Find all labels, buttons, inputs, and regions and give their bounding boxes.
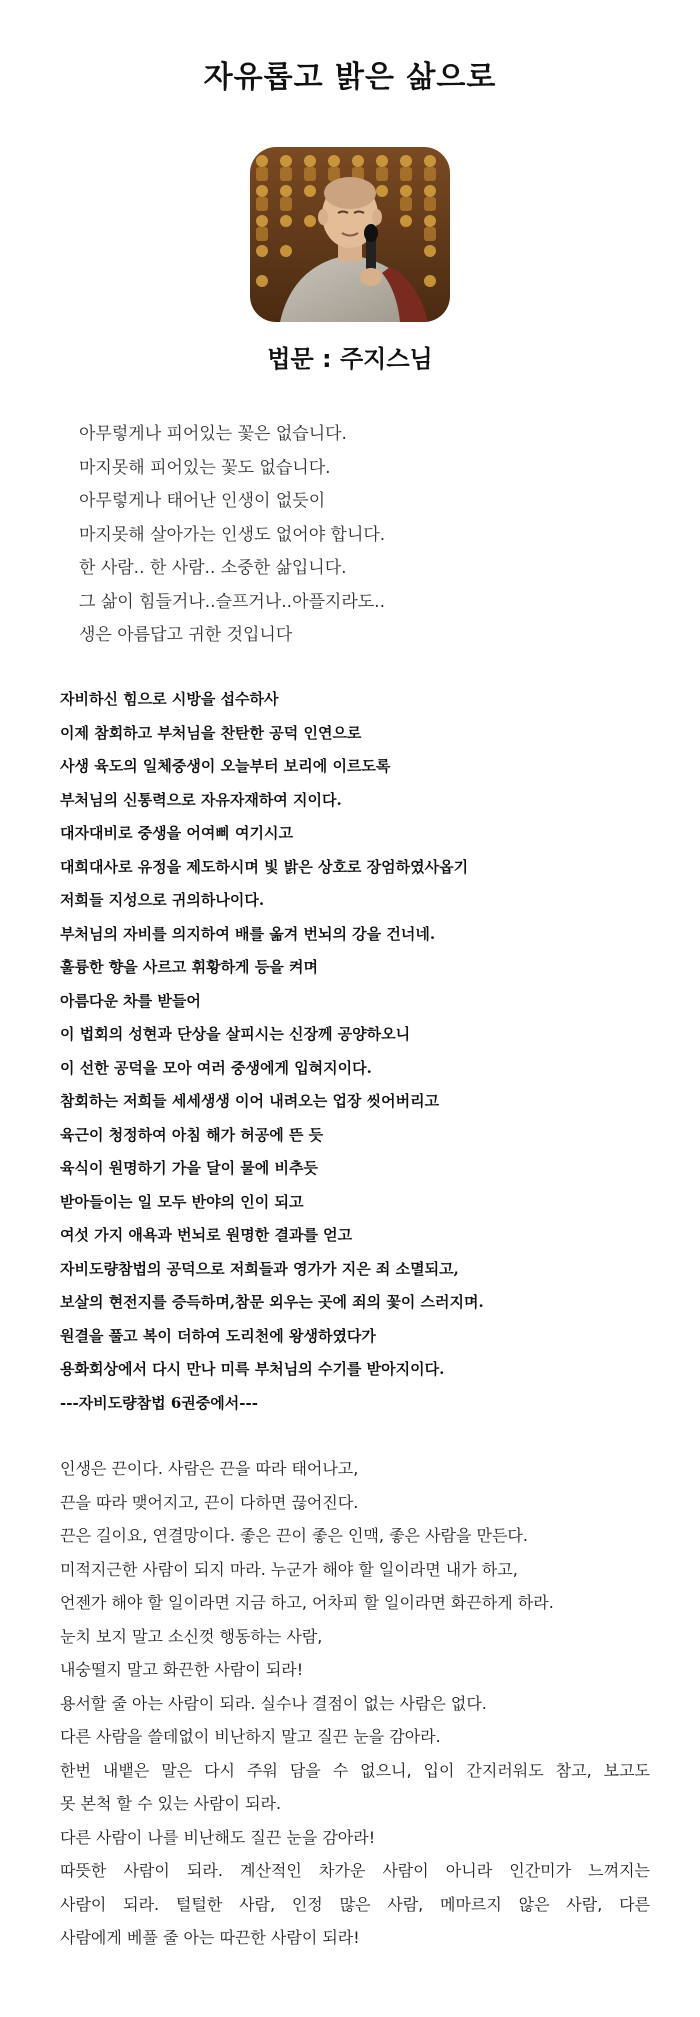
prayer-line: 아름다운 차를 받들어 bbox=[60, 991, 201, 1010]
prayer-line: 훌륭한 향을 사르고 휘황하게 등을 켜며 bbox=[60, 958, 318, 976]
essay-line: 따뜻한 사람이 되라. 계산적인 차가운 사람이 아니라 인간미가 느껴지는 bbox=[60, 1861, 650, 1880]
page-title: 자유롭고 밝은 삶으로 bbox=[203, 60, 497, 95]
essay-line: 다른 사람을 쓸데없이 비난하지 말고 질끈 눈을 감아라. bbox=[60, 1727, 441, 1746]
essay-block bbox=[60, 1452, 650, 1955]
poem-line: 한 사람.. 한 사람.. 소중한 삶입니다. bbox=[79, 558, 347, 578]
sermon-subtitle: 법문 : 주지스님 bbox=[267, 345, 433, 373]
essay-line: 끈은 길이요, 연결망이다. 좋은 끈이 좋은 인맥, 좋은 사람을 만든다. bbox=[60, 1526, 528, 1545]
poem-line: 생은 아름답고 귀한 것입니다 bbox=[79, 625, 293, 645]
prayer-line: 용화회상에서 다시 만나 미륵 부처님의 수기를 받아지이다. bbox=[60, 1360, 445, 1378]
essay-line: 미적지근한 사람이 되지 마라. 누군가 해야 할 일이라면 내가 하고, bbox=[60, 1559, 518, 1579]
prayer-line: 보살의 현전지를 증득하며,참문 외우는 곳에 죄의 꽃이 스러지며. bbox=[60, 1293, 484, 1311]
poem-line: 마지못해 살아가는 인생도 없어야 합니다. bbox=[79, 524, 386, 545]
prayer-line: 원결을 풀고 복이 더하여 도리천에 왕생하였다가 bbox=[60, 1326, 376, 1345]
essay-line: 사람이 되라. 털털한 사람, 인정 많은 사람, 메마르지 않은 사람, 다른 bbox=[60, 1894, 650, 1914]
poem-block bbox=[79, 418, 385, 653]
essay-line: 한번 내뱉은 말은 다시 주워 담을 수 없으니, 입이 간지러워도 참고, 보고도 bbox=[60, 1760, 650, 1780]
essay-line: 내숭떨지 말고 화끈한 사람이 되라! bbox=[60, 1660, 304, 1679]
prayer-source-line: ---자비도량참법 6권중에서--- bbox=[60, 1393, 258, 1412]
monk-portrait-image bbox=[250, 147, 450, 322]
prayer-line: 이 법회의 성현과 단상을 살피시는 신장께 공양하오니 bbox=[60, 1025, 411, 1043]
prayer-line: 부처님의 자비를 의지하여 배를 옮겨 번뇌의 강을 건너네. bbox=[60, 924, 436, 943]
prayer-line: 이제 참회하고 부처님을 찬탄한 공덕 인연으로 bbox=[60, 723, 362, 742]
prayer-line: 참회하는 저희들 세세생생 이어 내려오는 업장 씻어버리고 bbox=[60, 1092, 440, 1110]
prayer-line: 여섯 가지 애욕과 번뇌로 원명한 결과를 얻고 bbox=[60, 1226, 353, 1244]
prayer-line: 부처님의 신통력으로 자유자재하여 지이다. bbox=[60, 790, 342, 809]
essay-line: 인생은 끈이다. 사람은 끈을 따라 태어나고, bbox=[60, 1459, 359, 1478]
essay-line: 언젠가 해야 할 일이라면 지금 하고, 어차피 할 일이라면 화끈하게 하라. bbox=[60, 1593, 554, 1612]
essay-line: 눈치 보지 말고 소신껏 행동하는 사람, bbox=[60, 1626, 323, 1646]
prayer-line: 받아들이는 일 모두 반야의 인이 되고 bbox=[60, 1192, 304, 1211]
prayer-line: 자비도량참법의 공덕으로 저희들과 영가가 지은 죄 소멸되고, bbox=[60, 1259, 459, 1278]
prayer-line: 저희들 지성으로 귀의하나이다. bbox=[60, 891, 265, 909]
prayer-line: 이 선한 공덕을 모아 여러 중생에게 입혀지이다. bbox=[60, 1058, 372, 1077]
prayer-line: 자비하신 힘으로 시방을 섭수하사 bbox=[60, 690, 279, 708]
essay-line: 사람에게 베풀 줄 아는 따끈한 사람이 되라! bbox=[60, 1928, 360, 1947]
essay-line: 끈을 따라 맺어지고, 끈이 다하면 끊어진다. bbox=[60, 1492, 359, 1512]
poem-line: 마지못해 피어있는 꽃도 없습니다. bbox=[79, 457, 331, 478]
essay-line: 다른 사람이 나를 비난해도 질끈 눈을 감아라! bbox=[60, 1827, 376, 1847]
prayer-block bbox=[60, 683, 484, 1420]
prayer-line: 육근이 청정하여 아침 해가 허공에 뜬 듯 bbox=[60, 1125, 324, 1144]
essay-line: 용서할 줄 아는 사람이 되라. 실수나 결점이 없는 사람은 없다. bbox=[60, 1693, 487, 1713]
poem-line: 아무렇게나 피어있는 꽃은 없습니다. bbox=[79, 424, 347, 444]
essay-line: 못 본척 할 수 있는 사람이 되라. bbox=[60, 1794, 282, 1813]
prayer-line: 육식이 원명하기 가을 달이 물에 비추듯 bbox=[60, 1159, 318, 1177]
prayer-line: 대희대사로 유정을 제도하시며 빛 밝은 상호로 장엄하였사옵기 bbox=[60, 857, 469, 876]
prayer-line: 사생 육도의 일체중생이 오늘부터 보리에 이르도록 bbox=[60, 757, 391, 775]
prayer-line: 대자대비로 중생을 어여삐 여기시고 bbox=[60, 824, 294, 842]
poem-line: 아무렇게나 태어난 인생이 없듯이 bbox=[79, 491, 326, 511]
poem-line: 그 삶이 힘들거나..슬프거나..아플지라도.. bbox=[79, 591, 385, 612]
